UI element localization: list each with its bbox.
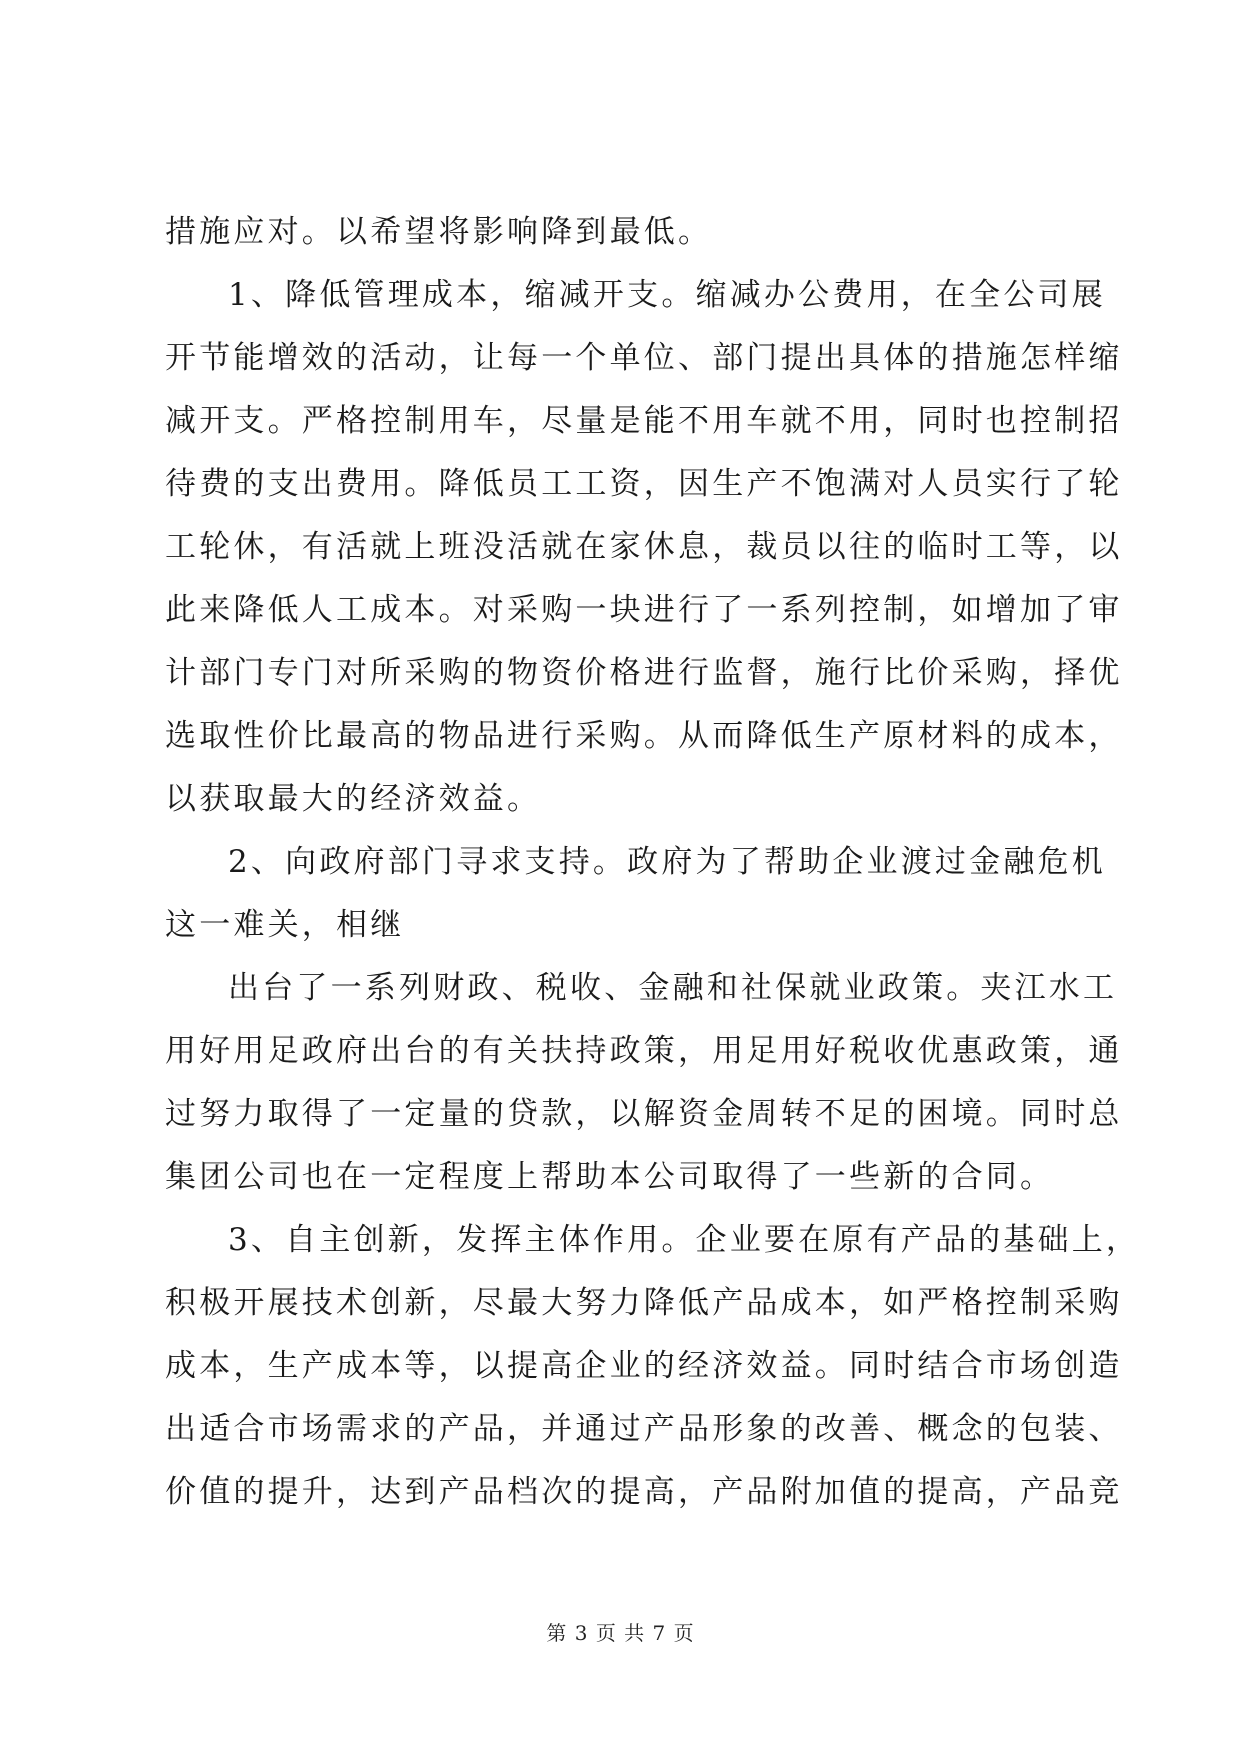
text-line: 减开支。严格控制用车，尽量是能不用车就不用，同时也控制招 (165, 403, 1123, 439)
text-line: 此来降低人工成本。对采购一块进行了一系列控制，如增加了审 (165, 592, 1123, 628)
text-line: 待费的支出费用。降低员工工资，因生产不饱满对人员实行了轮 (165, 466, 1123, 502)
text-line: 选取性价比最高的物品进行采购。从而降低生产原材料的成本， (165, 718, 1123, 754)
text-line: 工轮休，有活就上班没活就在家休息，裁员以往的临时工等，以 (165, 529, 1123, 565)
text-line: 积极开展技术创新，尽最大努力降低产品成本，如严格控制采购 (165, 1285, 1123, 1321)
text-line: 价值的提升，达到产品档次的提高，产品附加值的提高，产品竞 (165, 1474, 1123, 1510)
text-line: 用好用足政府出台的有关扶持政策，用足用好税收优惠政策，通 (165, 1033, 1123, 1069)
text-line: 3、自主创新，发挥主体作用。企业要在原有产品的基础上， (228, 1222, 1141, 1258)
text-line: 措施应对。以希望将影响降到最低。 (165, 214, 713, 250)
text-line: 以获取最大的经济效益。 (165, 781, 542, 817)
text-line: 成本，生产成本等，以提高企业的经济效益。同时结合市场创造 (165, 1348, 1123, 1384)
text-line: 过努力取得了一定量的贷款，以解资金周转不足的困境。同时总 (165, 1096, 1123, 1132)
text-line: 这一难关，相继 (165, 907, 405, 943)
text-line: 出台了一系列财政、税收、金融和社保就业政策。夹江水工 (228, 970, 1118, 1006)
page-footer: 第 3 页 共 7 页 (546, 1621, 695, 1645)
text-line: 2、向政府部门寻求支持。政府为了帮助企业渡过金融危机 (228, 844, 1106, 880)
text-line: 出适合市场需求的产品，并通过产品形象的改善、概念的包装、 (165, 1411, 1123, 1447)
text-line: 开节能增效的活动，让每一个单位、部门提出具体的措施怎样缩 (165, 340, 1123, 376)
text-line: 计部门专门对所采购的物资价格进行监督，施行比价采购，择优 (165, 655, 1123, 691)
text-line: 集团公司也在一定程度上帮助本公司取得了一些新的合同。 (165, 1159, 1055, 1195)
text-line: 1、降低管理成本，缩减开支。缩减办公费用，在全公司展 (228, 277, 1106, 313)
